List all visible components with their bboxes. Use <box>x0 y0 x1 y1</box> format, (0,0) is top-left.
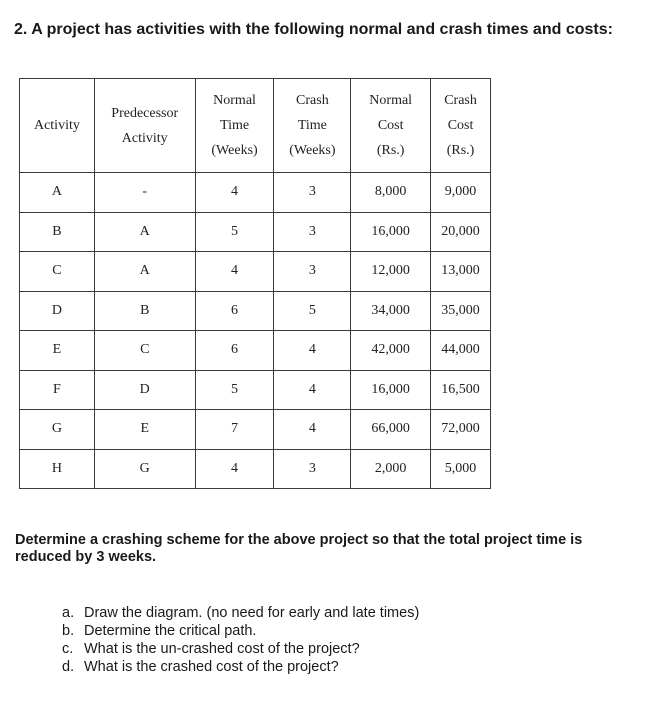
cell-predecessor: D <box>94 370 195 410</box>
list-marker: a. <box>62 605 75 621</box>
header-crash-time: Crash Time (Weeks) <box>274 79 351 173</box>
cell-predecessor: - <box>94 173 195 213</box>
cell-crash-time: 4 <box>274 410 351 450</box>
cell-activity: G <box>20 410 95 450</box>
cell-normal-cost: 66,000 <box>351 410 431 450</box>
cell-crash-cost: 35,000 <box>431 291 491 331</box>
cell-crash-cost: 9,000 <box>431 173 491 213</box>
cell-crash-cost: 13,000 <box>431 252 491 292</box>
cell-crash-time: 3 <box>274 252 351 292</box>
task-text: What is the un-crashed cost of the project? <box>84 641 360 657</box>
cell-activity: E <box>20 331 95 371</box>
instruction-text: Determine a crashing scheme for the above project so that the total project time is reduced by 3 weeks. <box>15 532 583 565</box>
cell-normal-time: 4 <box>195 173 274 213</box>
cell-normal-time: 4 <box>195 252 274 292</box>
header-activity: Activity <box>20 79 95 173</box>
cell-crash-time: 4 <box>274 331 351 371</box>
cell-crash-cost: 72,000 <box>431 410 491 450</box>
task-text: What is the crashed cost of the project? <box>84 659 339 675</box>
table-row <box>20 291 491 331</box>
cell-normal-cost: 16,000 <box>351 212 431 252</box>
cell-predecessor: E <box>94 410 195 450</box>
cell-normal-cost: 2,000 <box>351 449 431 489</box>
list-marker: c. <box>62 641 74 657</box>
cell-crash-time: 4 <box>274 370 351 410</box>
table-row <box>20 252 491 292</box>
list-marker: d. <box>62 659 75 675</box>
cell-activity: F <box>20 370 95 410</box>
table-row <box>20 173 491 213</box>
table-row <box>20 449 491 489</box>
cell-predecessor: B <box>94 291 195 331</box>
cell-activity: C <box>20 252 95 292</box>
task-text: Draw the diagram. (no need for early and late times) <box>84 605 420 621</box>
table-row <box>20 331 491 371</box>
cell-normal-time: 5 <box>195 370 274 410</box>
header-normal-cost: Normal Cost (Rs.) <box>351 79 431 173</box>
cell-predecessor: A <box>94 212 195 252</box>
task-list <box>62 604 419 676</box>
cell-crash-cost: 16,500 <box>431 370 491 410</box>
cell-normal-cost: 8,000 <box>351 173 431 213</box>
cell-crash-cost: 20,000 <box>431 212 491 252</box>
cell-crash-time: 3 <box>274 212 351 252</box>
cell-activity: B <box>20 212 95 252</box>
list-item <box>62 640 419 658</box>
cell-activity: H <box>20 449 95 489</box>
cell-crash-cost: 44,000 <box>431 331 491 371</box>
header-row <box>20 79 491 173</box>
table-row <box>20 410 491 450</box>
cell-crash-time: 5 <box>274 291 351 331</box>
cell-predecessor: C <box>94 331 195 371</box>
cell-crash-time: 3 <box>274 449 351 489</box>
cell-crash-time: 3 <box>274 173 351 213</box>
header-normal-time: Normal Time (Weeks) <box>195 79 274 173</box>
activity-table <box>19 78 491 489</box>
cell-predecessor: G <box>94 449 195 489</box>
list-marker: b. <box>62 623 75 639</box>
list-item <box>62 622 419 640</box>
task-text: Determine the critical path. <box>84 623 257 639</box>
cell-predecessor: A <box>94 252 195 292</box>
cell-activity: A <box>20 173 95 213</box>
cell-normal-time: 6 <box>195 331 274 371</box>
table-row <box>20 370 491 410</box>
header-predecessor: Predecessor Activity <box>94 79 195 173</box>
cell-normal-cost: 34,000 <box>351 291 431 331</box>
question-heading: 2. A project has activities with the following normal and crash times and costs: <box>14 21 613 38</box>
list-item <box>62 658 419 676</box>
cell-normal-cost: 42,000 <box>351 331 431 371</box>
cell-normal-time: 6 <box>195 291 274 331</box>
cell-normal-time: 5 <box>195 212 274 252</box>
table-row <box>20 212 491 252</box>
header-crash-cost: Crash Cost (Rs.) <box>431 79 491 173</box>
cell-normal-time: 4 <box>195 449 274 489</box>
cell-normal-cost: 12,000 <box>351 252 431 292</box>
cell-crash-cost: 5,000 <box>431 449 491 489</box>
cell-activity: D <box>20 291 95 331</box>
cell-normal-cost: 16,000 <box>351 370 431 410</box>
list-item <box>62 604 419 622</box>
cell-normal-time: 7 <box>195 410 274 450</box>
